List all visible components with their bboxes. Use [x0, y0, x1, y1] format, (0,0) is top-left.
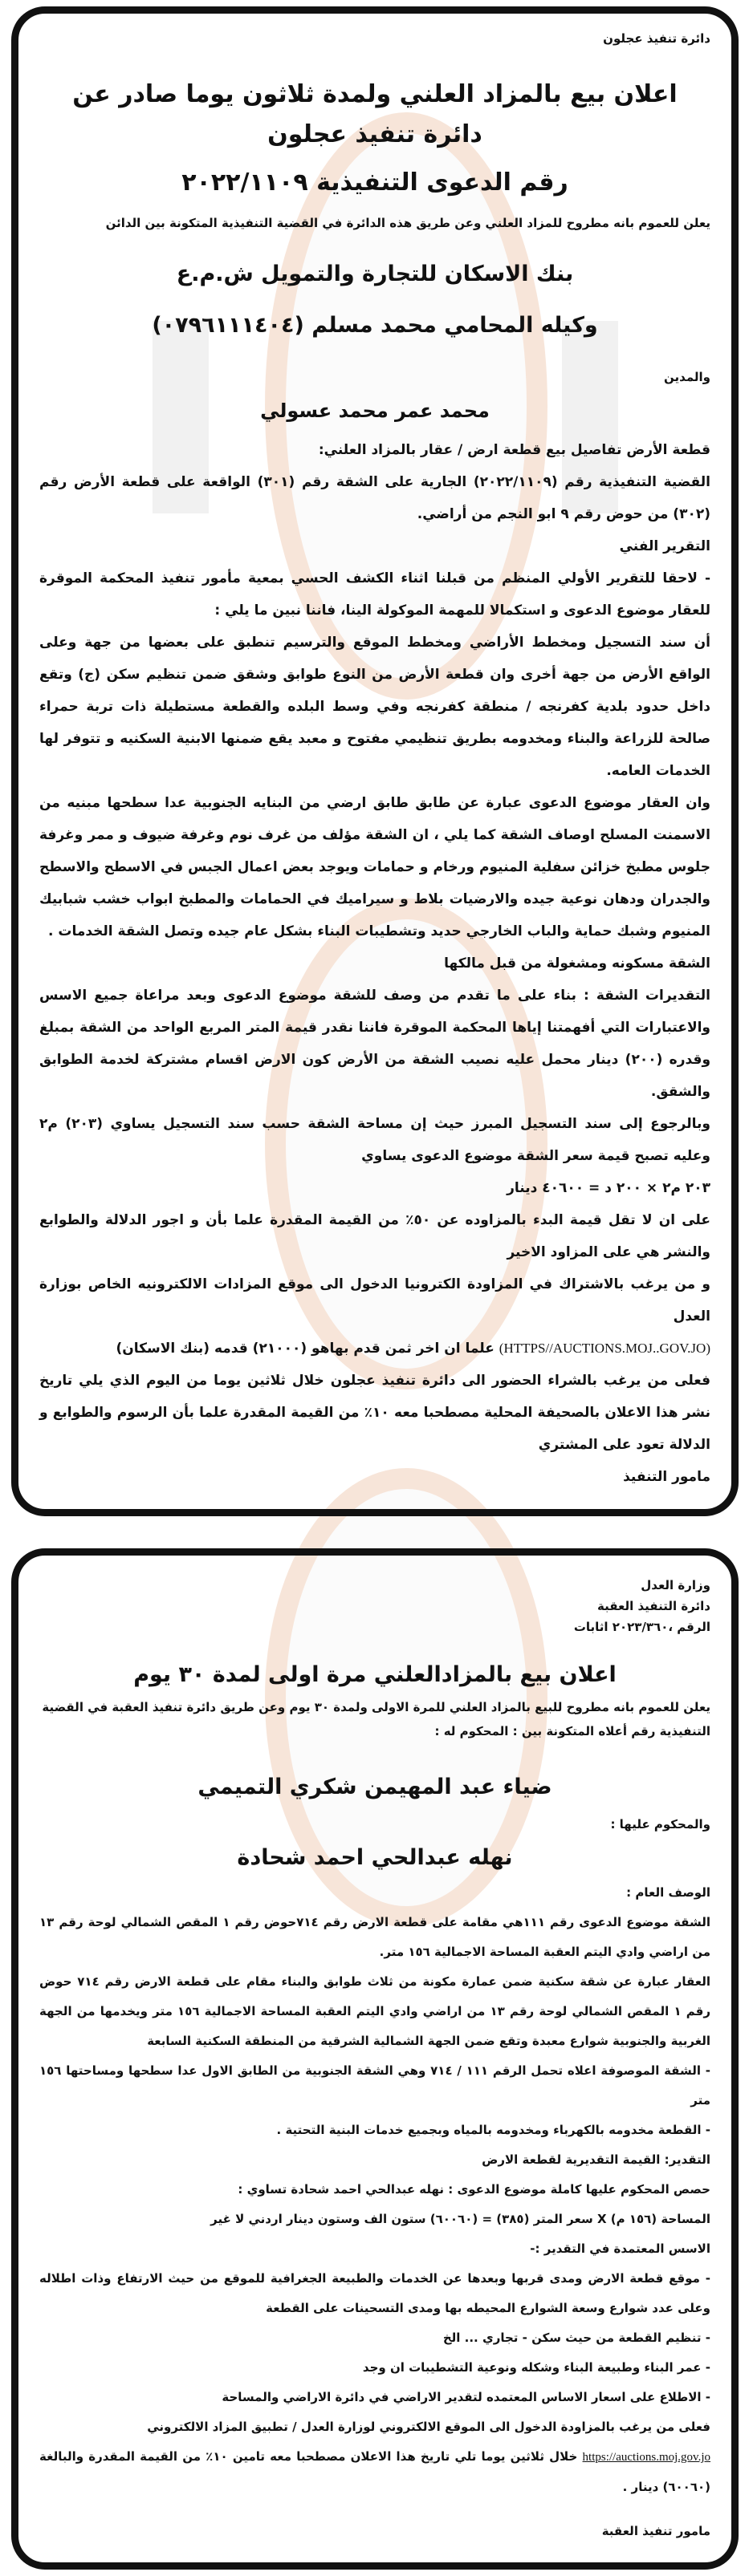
auction-url-link[interactable]: https://auctions.moj.gov.jo [582, 2451, 710, 2464]
ministry-label: وزارة العدل [641, 1578, 710, 1592]
debtor-label: والمدين [664, 370, 710, 384]
paragraph: حصص المحكوم عليها كاملة موضوع الدعوى : نهله عبدالحي احمد شحادة تساوي : [238, 2182, 710, 2197]
paragraph: قطعة الأرض تفاصيل بيع قطعة ارض / عقار بالمزاد العلني: [318, 442, 710, 458]
paragraph: فعلى من يرغب بالمزاودة الدخول الى الموقع الالكتروني لوزارة العدل / تطبيق المزاد الالكتروني [147, 2420, 710, 2434]
url-tail: علما ان اخر ثمن قدم بهاهو (٢١٠٠٠) قدمه (بنك الاسكان) [116, 1341, 495, 1357]
paragraph: أن سند التسجيل ومخطط الأراضي ومخطط الموقع والترسيم تنطبق على بعضها من جهة وعلى الواقع الأرض من جهة أخرى وان قطعة الأرض من النوع طوابق وشقق ضمن تنظيم سكن (ج) وتقع داخل حدود بلدية كفرنجه / منطقة كفرنجه وفي وسط البلده والقطعة مستطيلة ذات تربة حمراء صالحة للزراعة والبناء ومخدومه بطريق تنظيمي مفتوح و معبد يقع ضمنها الابنية السكنيه و تتوفر لها الخدمات العامه. [39, 635, 710, 779]
paragraph: التقديرات الشقة : بناء على ما تقدم من وصف للشقة موضوع الدعوى وبعد مراعاة جميع الاسس والاعتبارات التي أفهمتنا إياها المحكمة الموقرة فاننا نقدر قيمة المتر المربع الواحد من الشقة بمبلغ وقدره (٢٠٠) دينار محمل عليه نصيب الشقة من الأرض كون الارض اقسام مشتركة لخدمة الطوابق والشقق. [39, 988, 711, 1100]
closing-text: خلال ثلاثين يوما تلي تاريخ هذا الاعلان مصطحبا معه تامين ١٠٪ من القيمة المقدرة والبالغة (٦٠٠٦٠) دينار . [39, 2449, 710, 2494]
case-number: رقم الدعوى التنفيذية ٢٠٢٢/١١٠٩ [181, 168, 568, 197]
judgment-debtor-name: نهله عبدالحي احمد شحادة [237, 1845, 513, 1870]
paragraph: ٢٠٣ م٢ × ٢٠٠ د = ٤٠٦٠٠ دينار [507, 1180, 710, 1196]
paragraph: - الاطلاع على اسعار الاساس المعتمده لتقدير الاراضي في دائرة الاراضي والمساحة [222, 2390, 710, 2404]
judgment-creditor-name: ضياء عبد المهيمن شكري التميمي [197, 1775, 552, 1799]
paragraph: - موقع قطعة الارض ومدى قربها وبعدها عن الخدمات والطبيعة الجغرافية للموقع من حيث الارتفاع وذات اطلاله وعلى عدد شوارع وسعة الشوارع المحيطه بها ومدى التسحينات على القطعة [39, 2271, 710, 2315]
creditor-name: بنك الاسكان للتجارة والتمويل ش.م.ع [176, 262, 574, 286]
debtor-name: محمد عمر محمد عسولي [260, 400, 490, 422]
paragraph: العقار عبارة عن شقة سكنية ضمن عمارة مكونة من ثلاث طوابق والبناء مقام على قطعة الارض رقم ٧١٤ حوض رقم ١ المقص الشمالي لوحة رقم ١٣ من اراضي وادي اليتم العقبة المساحة الاجمالية ١٥٦ متر ويخدمها من الجهة الغربية والجنوبية شوارع معبدة وتقع ضمن الجهة الشمالية الشرقية من المنطقة السكنية السابعة [39, 1974, 710, 2048]
department-label: دائرة التنفيذ العقبة [597, 1599, 710, 1613]
paragraph: - عمر البناء وطبيعة البناء وشكله ونوعية التشطيبات ان وجد [362, 2360, 710, 2375]
paragraph: - لاحقا للتقرير الأولي المنظم من قبلنا اثناء الكشف الحسي بمعية مأمور تنفيذ المحكمة الموقرة للعقار موضوع الدعوى و استكمالا للمهمة الموكولة الينا، فاننا نبين ما يلي : [39, 570, 710, 619]
paragraph: و من يرغب بالاشتراك في المزاودة الكترونيا الدخول الى موقع المزادات الالكترونيه الخاص بوزارة العدل [39, 1276, 710, 1325]
paragraph: الشقة مسكونه ومشغولة من قبل مالكها [444, 955, 710, 972]
paragraph: - القطعة مخدومه بالكهرباء ومخدومه بالمياه وبجميع خدمات البنية التحتية . [276, 2123, 710, 2137]
paragraph: الشقة موضوع الدعوى رقم ١١١هي مقامة على قطعة الارض رقم ٧١٤حوض رقم ١ المقص الشمالي لوحة رقم ١٣ من اراضي وادي اليتم العقبة المساحة الاجمالية ١٥٦ متر. [39, 1915, 711, 1959]
intro-text: يعلن للعموم بانه مطروح للمزاد العلني وعن طريق هذه الدائرة في القضية التنفيذية المتكونة بين الدائن [105, 216, 710, 230]
reference-number: الرقم ،٢٠٢٣/٣٦٠ اثابات [573, 1620, 710, 1634]
paragraph: الاسس المعتمدة في التقدير :- [530, 2241, 710, 2256]
debtor-label: والمحكوم عليها : [610, 1817, 710, 1832]
paragraph: التقدير: القيمة التقديرية لقطعة الارض [482, 2152, 710, 2167]
department-label: دائرة تنفيذ عجلون [603, 31, 710, 46]
paragraph: وبالرجوع إلى سند التسجيل المبرز حيث إن مساحة الشقة حسب سند التسجيل يساوي (٢٠٣) م٢ وعليه تصبح قيمة سعر الشقة موضوع الدعوى يساوي [39, 1116, 710, 1164]
closing-text: فعلى من يرغب بالشراء الحضور الى دائرة تنفيذ عجلون خلال ثلاثين يوما من اليوم الذي يلي تاريخ نشر هذا الاعلان بالصحيفة المحلية مصطحبا معه ١٠٪ من القيمة المقدرة علما بأن الرسوم والطوابع و الدلالة تعود على المشتري [39, 1373, 710, 1453]
auction-notice-aqaba [11, 1548, 739, 2570]
notice-title: اعلان بيع بالمزادالعلني مرة اولى لمدة ٣٠ يوم [133, 1662, 617, 1687]
paragraph: القضية التنفيذية رقم (٢٠٢٢/١١٠٩) الجارية على الشقة رقم (٣٠١) الواقعة على قطعة الأرض رقم (٣٠٢) من حوض رقم ٩ ابو النجم من أراضي. [39, 474, 710, 522]
auction-notice-ajloun [11, 6, 739, 1516]
signature: مامور التنفيذ [623, 1469, 710, 1485]
notice-title: اعلان بيع بالمزاد العلني ولمدة ثلاثون يوما صادر عن دائرة تنفيذ عجلون [72, 80, 678, 148]
auction-url[interactable]: (HTTPS//AUCTIONS.MOJ..GOV.JO) [499, 1341, 710, 1356]
intro-text: يعلن للعموم بانه مطروح للبيع بالمزاد العلني للمرة الاولى ولمدة ٣٠ يوم وعن طريق دائرة تنفيذ العقبة في القضية التنفيذية رقم أعلاه المتكونة بين : المحكوم له : [42, 1700, 710, 1738]
paragraph: على ان لا تقل قيمة البدء بالمزاوده عن ٥٠٪ من القيمة المقدرة علما بأن و اجور الدلالة والطوابع والنشر هي على المزاود الاخير [39, 1212, 710, 1260]
paragraph: وان العقار موضوع الدعوى عبارة عن طابق طابق ارضي من البنايه الجنوبية عدا سطحها مبنيه من الاسمنت المسلح اوصاف الشقة كما يلي ، ان الشقة مؤلف من غرف نوم وغرفة ضيوف و ممر وغرفة جلوس مطبخ خزائن سفلية المنيوم ورخام و حمامات ويوجد بعض اعمال الجبس في الاسطح والاسطح والجدران ودهان نوعية جيده والارضيات بلاط و سيراميك في الحمامات والمطبخ ابواب خشب شبابيك المنيوم وشبك حماية والباب الخارجي حديد وتشطيبات البناء بشكل عام جيده وتصل الشقة الخدمات . [39, 795, 710, 939]
paragraph: التقرير الفني [619, 538, 710, 554]
attorney-name: وكيله المحامي محمد مسلم (٠٧٩٦١١١٤٠٤) [152, 313, 598, 338]
paragraph: - تنظيم القطعة من حيث سكن - تجاري ... الخ [442, 2331, 710, 2345]
paragraph: الوصف العام : [626, 1885, 710, 1900]
paragraph: - الشقة الموصوفة اعلاه تحمل الرقم ١١١ / ٧١٤ وهي الشقة الجنوبية من الطابق الاول عدا سطحها ومساحتها ١٥٦ متر [39, 2063, 710, 2107]
paragraph: المساحة (١٥٦ م) X سعر المتر (٣٨٥) = (٦٠٠٦٠) ستون الف وستون دينار اردني لا غير [210, 2212, 710, 2226]
signature: مامور تنفيذ العقبة [601, 2524, 710, 2538]
